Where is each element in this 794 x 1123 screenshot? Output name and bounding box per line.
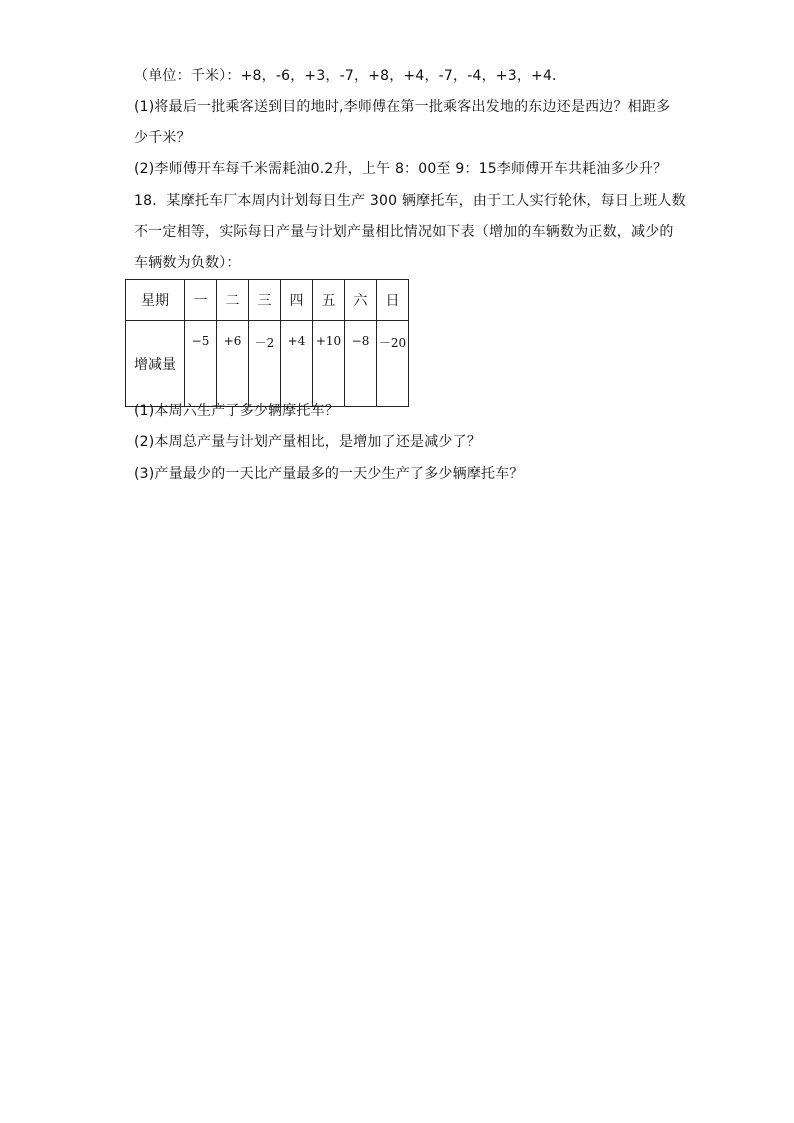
day-cell: 二 xyxy=(217,280,249,321)
value-cell: −5 xyxy=(185,321,217,407)
day-cell: 六 xyxy=(345,280,377,321)
question-1-text-cont: 少千米？ xyxy=(134,130,191,146)
value-cell: －20 xyxy=(377,321,409,407)
value-cell: +4 xyxy=(281,321,313,407)
table-row xyxy=(126,280,409,321)
day-cell: 三 xyxy=(249,280,281,321)
value-cell: －2 xyxy=(249,321,281,407)
day-cell: 四 xyxy=(281,280,313,321)
sub-question-3: (3)产量最少的一天比产量最多的一天少生产了多少辆摩托车？ xyxy=(134,466,524,482)
day-cell: 五 xyxy=(313,280,345,321)
value-cell: +10 xyxy=(313,321,345,407)
value-cell: −8 xyxy=(345,321,377,407)
header-label-cell: 星期 xyxy=(126,280,185,321)
production-table xyxy=(125,279,409,407)
question-2-text: (2)李师傅开车每千米需耗油0.2升，上午 8：00至 9：15李师傅开车共耗油多少升？ xyxy=(134,161,668,177)
value-cell: +6 xyxy=(217,321,249,407)
day-cell: 日 xyxy=(377,280,409,321)
question-1-text: (1)将最后一批乘客送到目的地时,李师傅在第一批乘客出发地的东边还是西边？相距多 xyxy=(134,99,671,115)
problem-18-text-cont: 不一定相等，实际每日产量与计划产量相比情况如下表（增加的车辆数为正数，减少的 xyxy=(134,224,674,240)
problem-18-text-cont-2: 车辆数为负数）： xyxy=(134,255,241,271)
day-cell: 一 xyxy=(185,280,217,321)
problem-18-text: 18．某摩托车厂本周内计划每日生产 300 辆摩托车，由于工人实行轮休，每日上班人数 xyxy=(134,193,686,209)
table-row xyxy=(126,321,409,407)
sub-question-2: (2)本周总产量与计划产量相比，是增加了还是减少了？ xyxy=(134,434,482,450)
sub-question-1: (1)本周六生产了多少辆摩托车？ xyxy=(134,403,340,419)
row-label-cell: 增减量 xyxy=(126,321,185,407)
problem-units-line: （单位：千米）：+8，-6，+3，-7，+8，+4，-7，-4，+3，+4． xyxy=(134,68,567,84)
